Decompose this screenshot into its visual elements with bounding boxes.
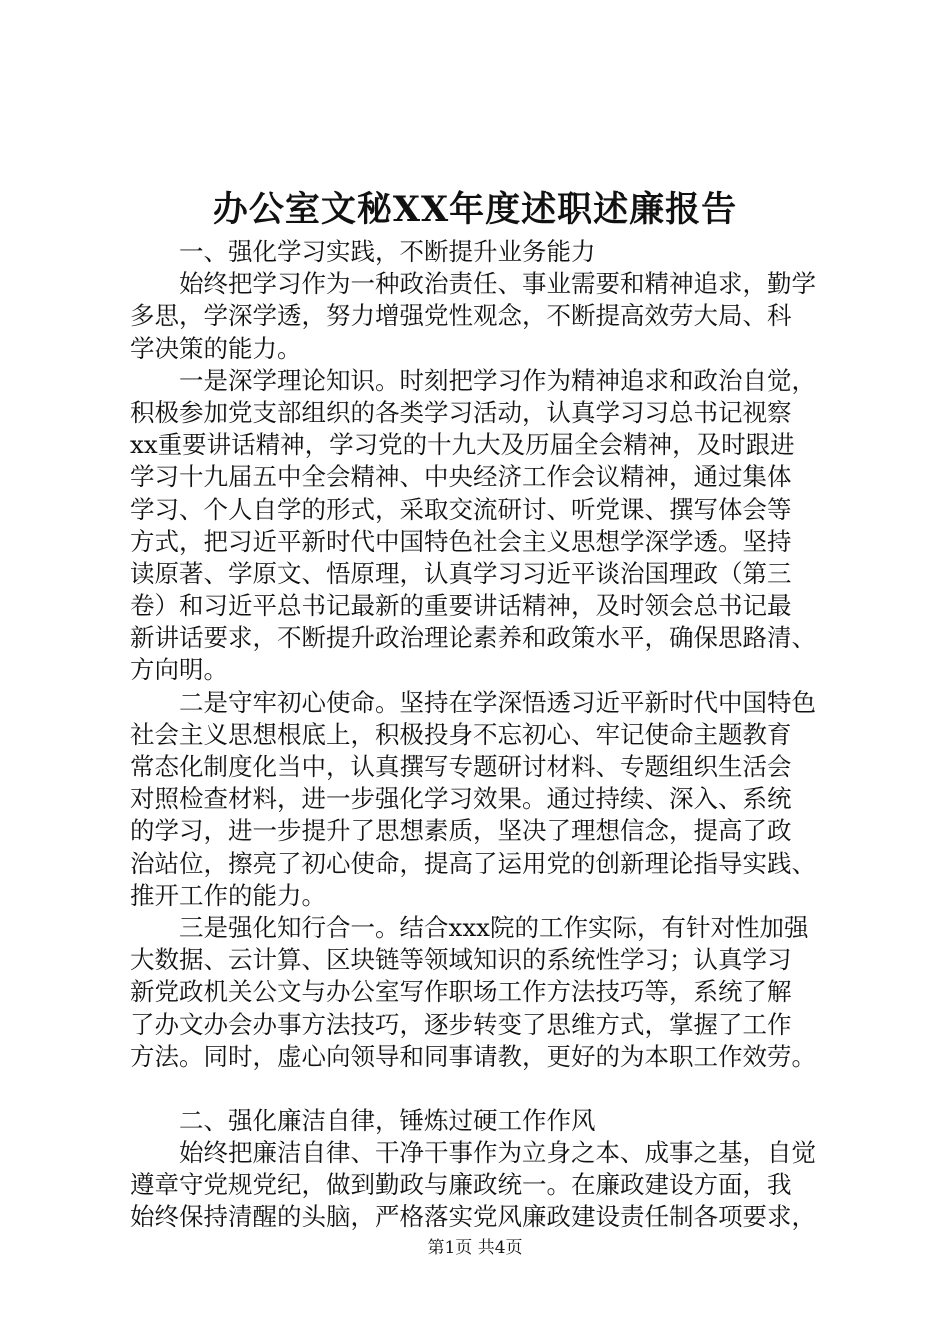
paragraph-gap xyxy=(130,1073,840,1105)
document-title: 办公室文秘XX年度述职述廉报告 xyxy=(212,189,738,230)
page-footer: 第1页 共4页 xyxy=(427,1238,523,1258)
paragraph-line: 学习、个人自学的形式，采取交流研讨、听党课、撰写体会等 xyxy=(130,494,792,524)
section-heading: 一、强化学习实践，不断提升业务能力 xyxy=(179,237,596,266)
paragraph-line: 一是深学理论知识。时刻把学习作为精神追求和政治自觉， xyxy=(179,365,816,395)
paragraph-line: 学决策的能力。 xyxy=(130,333,302,363)
paragraph-line: 多思，学深学透，努力增强党性观念，不断提高效劳大局、科 xyxy=(130,301,792,331)
document-body xyxy=(130,236,840,1234)
paragraph-line: 常态化制度化当中，认真撰写专题研讨材料、专题组织生活会 xyxy=(130,752,792,781)
paragraph-line: 始终把学习作为一种政治责任、事业需要和精神追求，勤学 xyxy=(179,269,816,299)
paragraph-line: 始终把廉洁自律、干净干事作为立身之本、成事之基，自觉 xyxy=(179,1138,816,1168)
paragraph-line: 新党政机关公文与办公室写作职场工作方法技巧等，系统了解 xyxy=(130,977,792,1007)
paragraph-line: xx重要讲话精神，学习党的十九大及历届全会精神，及时跟进 xyxy=(130,430,795,460)
paragraph-line: 读原著、学原文、悟原理，认真学习习近平谈治国理政（第三 xyxy=(130,558,792,588)
paragraph-line: 二是守牢初心使命。坚持在学深悟透习近平新时代中国特色 xyxy=(179,687,816,717)
paragraph-line: 推开工作的能力。 xyxy=(130,880,326,910)
paragraph-line: 卷）和习近平总书记最新的重要讲话精神，及时领会总书记最 xyxy=(130,591,792,621)
paragraph-line: 始终保持清醒的头脑，严格落实党风廉政建设责任制各项要求， xyxy=(130,1202,816,1232)
paragraph-line: 治站位，擦亮了初心使命，提高了运用党的创新理论指导实践、 xyxy=(130,848,816,878)
paragraph-line: 方式，把习近平新时代中国特色社会主义思想学深学透。坚持 xyxy=(130,526,792,556)
paragraph-line: 方向明。 xyxy=(130,655,228,685)
paragraph-line: 社会主义思想根底上，积极投身不忘初心、牢记使命主题教育 xyxy=(130,719,792,749)
paragraph-line: 三是强化知行合一。结合xxx院的工作实际，有针对性加强 xyxy=(179,912,809,942)
paragraph-line: 大数据、云计算、区块链等领域知识的系统性学习；认真学习 xyxy=(130,945,792,975)
section-heading: 二、强化廉洁自律，锤炼过硬工作作风 xyxy=(179,1105,596,1135)
paragraph-line: 遵章守党规党纪，做到勤政与廉政统一。在廉政建设方面，我 xyxy=(130,1170,792,1200)
paragraph-line: 了办文办会办事方法技巧，逐步转变了思维方式，掌握了工作 xyxy=(130,1009,792,1039)
paragraph-line: 的学习，进一步提升了思想素质，坚决了理想信念，提高了政 xyxy=(130,816,792,846)
paragraph-line: 学习十九届五中全会精神、中央经济工作会议精神，通过集体 xyxy=(130,462,792,492)
paragraph-line: 对照检查材料，进一步强化学习效果。通过持续、深入、系统 xyxy=(130,784,792,814)
paragraph-line: 新讲话要求，不断提升政治理论素养和政策水平，确保思路清、 xyxy=(130,623,816,653)
paragraph-line: 方法。同时，虚心向领导和同事请教，更好的为本职工作效劳。 xyxy=(130,1041,816,1071)
paragraph-line: 积极参加党支部组织的各类学习活动，认真学习习总书记视察 xyxy=(130,397,792,427)
